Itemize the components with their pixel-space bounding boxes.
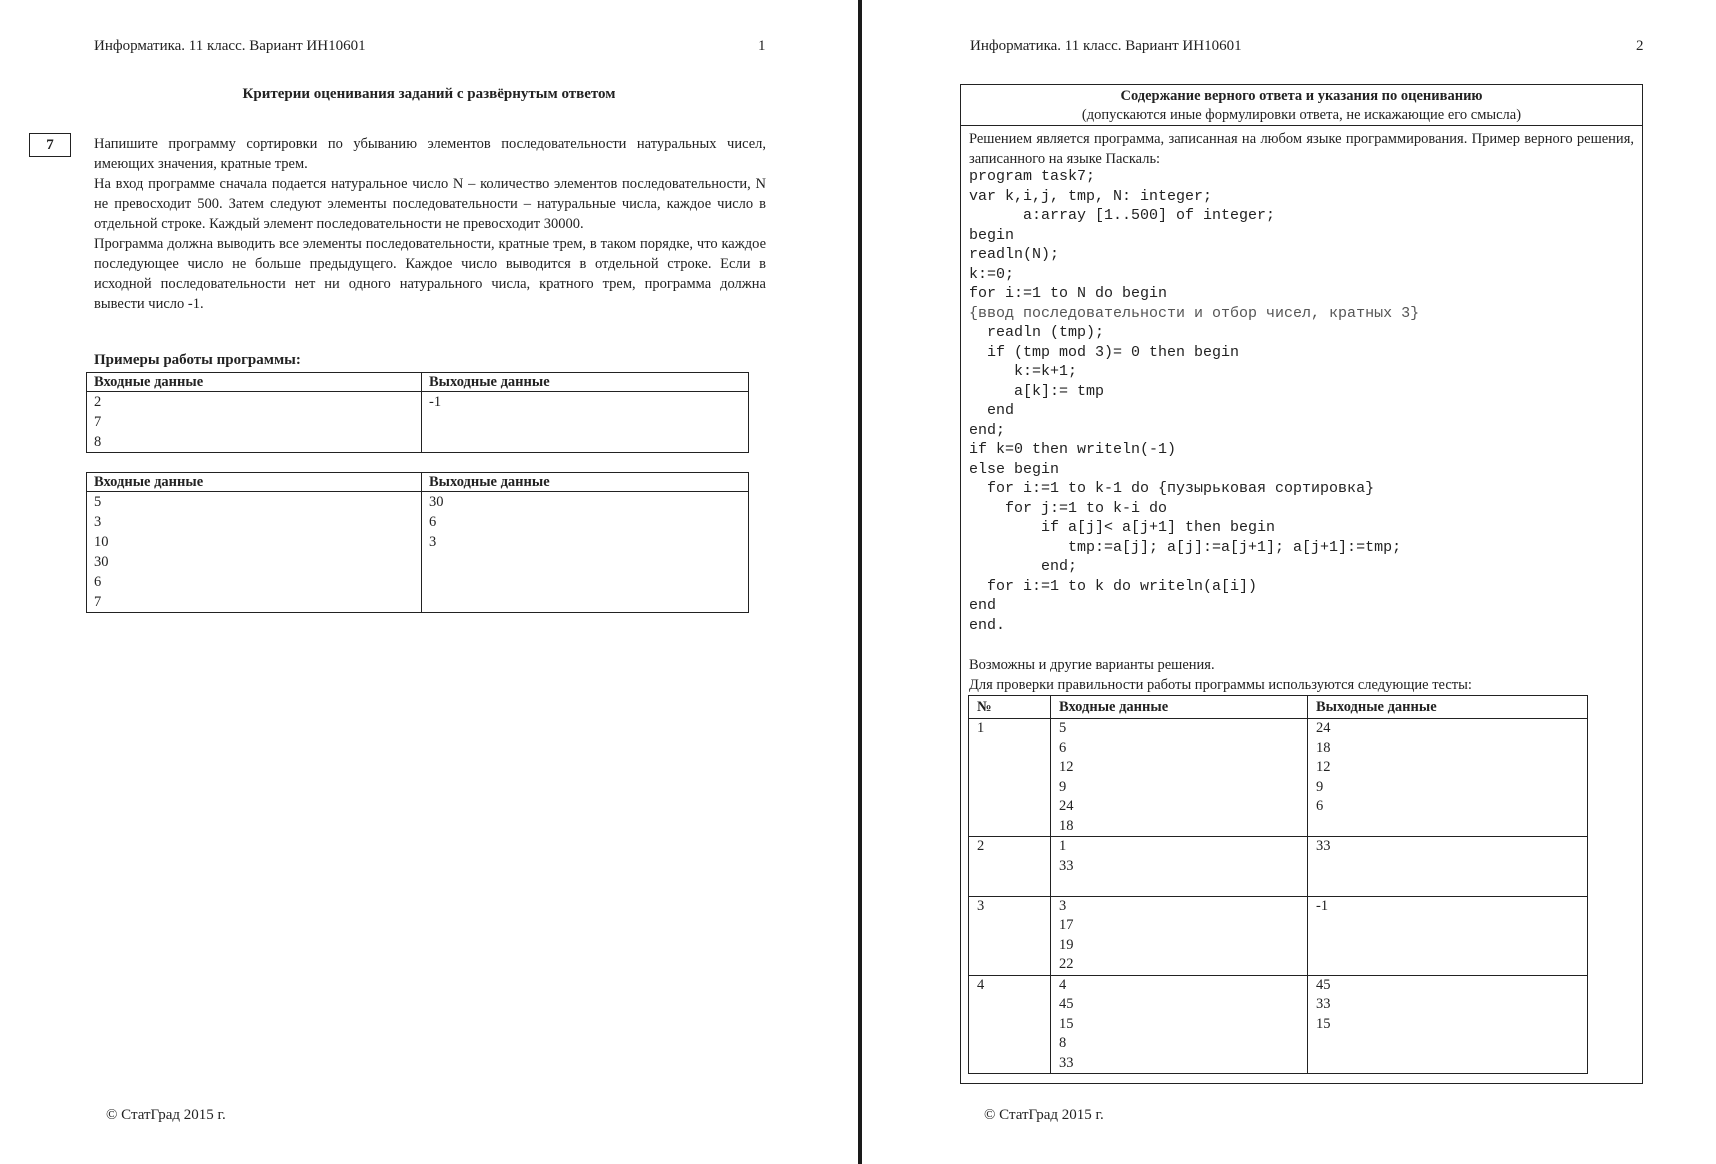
table-header-row xyxy=(87,373,749,392)
code-line: readln (tmp); xyxy=(969,324,1105,341)
input-cell xyxy=(1051,975,1308,1074)
page-number: 2 xyxy=(1636,38,1644,54)
code-line: if (tmp mod 3)= 0 then begin xyxy=(969,343,1240,361)
example-table xyxy=(86,372,749,453)
output-header: Выходные данные xyxy=(422,473,749,492)
cell-value: 3 xyxy=(94,514,102,530)
other-solutions-note: Возможны и другие варианты решения. xyxy=(969,657,1215,673)
cell-value: 15 xyxy=(1059,1015,1074,1032)
answer-title: Содержание верного ответа и указания по оцениванию xyxy=(1120,88,1483,104)
cell-value: 33 xyxy=(1316,838,1331,854)
criteria-title: Критерии оценивания заданий с развёрнутым ответом xyxy=(242,86,616,102)
code-line: readln(N); xyxy=(969,246,1060,263)
cell-value: 33 xyxy=(1059,1054,1074,1071)
cell-value: 10 xyxy=(94,534,109,550)
input-cell xyxy=(87,492,422,613)
examples-heading: Примеры работы программы: xyxy=(94,352,301,368)
cell-value: 7 xyxy=(94,594,102,610)
code-comment: {ввод последовательности и отбор чисел, кратных 3} xyxy=(969,304,1420,322)
test-number: 4 xyxy=(969,975,1051,1074)
output-header: Выходные данные xyxy=(1308,696,1588,719)
solution-intro: Решением является программа, записанная на любом языке программирования. Пример верного решения, записанного на языке Паскаль: xyxy=(969,131,1634,167)
page-footer: © СтатГрад 2015 г. xyxy=(984,1107,1104,1123)
cell-value: 8 xyxy=(94,434,102,450)
output-cell xyxy=(1308,837,1588,897)
test-number: 3 xyxy=(969,896,1051,975)
cell-value xyxy=(1059,876,1299,896)
code-line: if k=0 then writeln(-1) xyxy=(969,441,1177,458)
table-header-row xyxy=(969,696,1588,719)
code-line: for i:=1 to k-1 do {пузырьковая сортировка} xyxy=(969,480,1375,497)
cell-value: 18 xyxy=(1059,817,1074,834)
output-cell xyxy=(1308,896,1588,975)
code-line: for i:=1 to N do begin xyxy=(969,285,1168,302)
code-line: for j:=1 to k-i do xyxy=(969,499,1168,517)
table-row xyxy=(969,975,1588,1074)
task-number: 7 xyxy=(29,133,71,157)
cell-value: 2 xyxy=(94,394,102,410)
test-number: 1 xyxy=(969,719,1051,837)
cell-value: 6 xyxy=(1316,798,1324,814)
cell-value: 24 xyxy=(1316,720,1331,736)
tests-table xyxy=(968,695,1588,1074)
cell-value: 8 xyxy=(1059,1035,1067,1051)
answer-box xyxy=(960,84,1643,1084)
answer-subtitle: (допускаются иные формулировки ответа, не искажающие его смысла) xyxy=(1081,107,1522,123)
code-line: end. xyxy=(969,616,1006,634)
code-line: k:=0; xyxy=(969,265,1015,283)
cell-value: 3 xyxy=(429,534,437,550)
code-line: if a[j]< a[j+1] then begin xyxy=(969,519,1276,536)
cell-value: 17 xyxy=(1059,917,1074,933)
code-line: tmp:=a[j]; a[j]:=a[j+1]; a[j+1]:=tmp; xyxy=(969,538,1402,556)
page-header: Информатика. 11 класс. Вариант ИН10601 xyxy=(970,38,1242,54)
example-table xyxy=(86,472,749,613)
test-number: 2 xyxy=(969,837,1051,897)
table-row xyxy=(87,492,749,613)
output-cell xyxy=(422,492,749,613)
page-number: 1 xyxy=(758,38,766,54)
code-line: for i:=1 to k do writeln(a[i]) xyxy=(969,577,1258,595)
code-line: a[k]:= tmp xyxy=(969,382,1105,400)
input-cell xyxy=(1051,896,1308,975)
input-cell xyxy=(1051,837,1308,897)
task-paragraph: Напишите программу сортировки по убыванию элементов последовательности натуральных чисел, имеющих значения, кратные трем. xyxy=(94,136,766,172)
code-line: program task7; xyxy=(969,168,1096,185)
pascal-code-listing xyxy=(969,167,1639,635)
table-row xyxy=(969,719,1588,837)
task-paragraph: Программа должна выводить все элементы последовательности, кратные трем, в таком порядке, что каждое последующее число не больше предыдущего. Каждое число выводится в отдельной строке. Если в исходной последовательности нет ни одного натурального числа, кратного трем, программа должна вывести число -1. xyxy=(94,236,766,312)
table-row xyxy=(969,837,1588,897)
cell-value: 30 xyxy=(429,494,444,510)
cell-value: 4 xyxy=(1059,976,1067,993)
cell-value: 45 xyxy=(1316,976,1331,993)
output-cell xyxy=(1308,719,1588,837)
cell-value: -1 xyxy=(429,394,442,410)
tests-intro: Для проверки правильности работы программы используются следующие тесты: xyxy=(969,677,1472,693)
code-line: k:=k+1; xyxy=(969,363,1078,380)
cell-value: 12 xyxy=(1059,759,1074,775)
table-row xyxy=(87,392,749,453)
answer-title-block xyxy=(961,85,1642,126)
code-line: var k,i,j, tmp, N: integer; xyxy=(969,187,1213,205)
cell-value: 7 xyxy=(94,414,102,430)
output-cell xyxy=(1308,975,1588,1074)
cell-value: 9 xyxy=(1059,778,1067,795)
code-line: end xyxy=(969,597,997,614)
input-cell xyxy=(87,392,422,453)
cell-value: 19 xyxy=(1059,936,1074,953)
output-cell xyxy=(422,392,749,453)
cell-value: 6 xyxy=(429,514,437,530)
cell-value: 1 xyxy=(1059,838,1067,854)
code-line: end; xyxy=(969,421,1006,439)
code-line: a:array [1..500] of integer; xyxy=(969,207,1276,224)
cell-value: 15 xyxy=(1316,1015,1331,1032)
number-header: № xyxy=(969,696,1051,719)
code-line: else begin xyxy=(969,460,1060,478)
table-row xyxy=(969,896,1588,975)
input-header: Входные данные xyxy=(1051,696,1308,719)
code-line: begin xyxy=(969,226,1015,244)
cell-value: -1 xyxy=(1316,897,1329,914)
cell-value: 6 xyxy=(1059,739,1067,756)
code-line: end xyxy=(969,402,1015,419)
cell-value: 6 xyxy=(94,574,102,590)
cell-value: 24 xyxy=(1059,798,1074,814)
input-header: Входные данные xyxy=(87,473,422,492)
cell-value: 12 xyxy=(1316,759,1331,775)
page-footer: © СтатГрад 2015 г. xyxy=(106,1107,226,1123)
cell-value: 33 xyxy=(1316,996,1331,1012)
page-header: Информатика. 11 класс. Вариант ИН10601 xyxy=(94,38,366,54)
cell-value: 45 xyxy=(1059,996,1074,1012)
code-line: end; xyxy=(969,558,1078,575)
cell-value: 33 xyxy=(1059,857,1074,874)
input-cell xyxy=(1051,719,1308,837)
table-header-row xyxy=(87,473,749,492)
cell-value: 18 xyxy=(1316,739,1331,756)
cell-value: 9 xyxy=(1316,778,1324,795)
output-header: Выходные данные xyxy=(422,373,749,392)
cell-value: 22 xyxy=(1059,956,1074,972)
cell-value: 5 xyxy=(1059,720,1067,736)
task-statement xyxy=(94,134,766,314)
cell-value: 30 xyxy=(94,554,109,570)
cell-value: 5 xyxy=(94,494,102,510)
cell-value: 3 xyxy=(1059,897,1067,914)
input-header: Входные данные xyxy=(87,373,422,392)
task-paragraph: На вход программе сначала подается натуральное число N – количество элементов последовательности, N не превосходит 500. Затем следуют элементы последовательности – натуральные числа, каждое число в отдельной строке. Каждый элемент последовательности не превосходит 30000. xyxy=(94,176,766,232)
